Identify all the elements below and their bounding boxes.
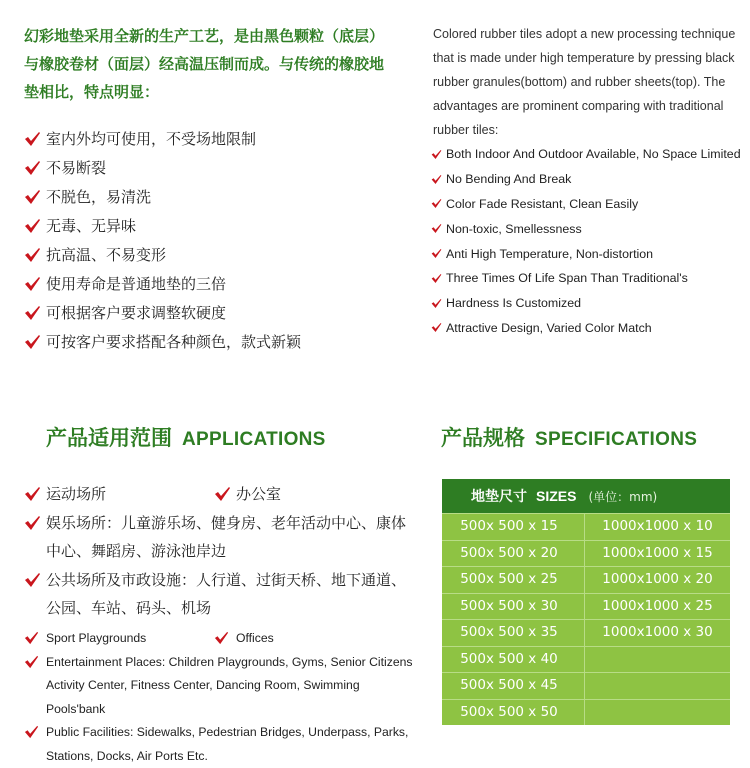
sizes-header-en: SIZES (536, 488, 577, 504)
sizes-table-header (442, 479, 730, 513)
check-icon (431, 198, 446, 209)
table-cell (585, 699, 730, 726)
application-text: 公共场所及市政设施：人行道、过街天桥、地下通道、公园、车站、码头、机场 (46, 570, 407, 617)
feature-text: 可按客户要求搭配各种颜色，款式新颖 (46, 333, 302, 351)
check-icon (24, 247, 46, 263)
table-cell: 500x 500 x 25 (442, 566, 584, 593)
table-cell: 1000x1000 x 30 (585, 619, 730, 646)
applications-heading (46, 422, 326, 452)
check-icon (431, 149, 446, 160)
check-icon (431, 223, 446, 234)
list-item (431, 167, 746, 192)
list-item (431, 316, 746, 341)
list-item (24, 627, 414, 651)
check-icon (24, 305, 46, 321)
sizes-column-500 (442, 513, 584, 725)
check-icon (24, 334, 46, 350)
sizes-table-body (442, 513, 730, 725)
check-icon (24, 189, 46, 205)
feature-text: 使用寿命是普通地垫的三倍 (46, 275, 227, 293)
sizes-unit: (单位：mm) (588, 489, 658, 504)
check-icon (431, 273, 446, 284)
list-item (24, 240, 414, 269)
list-item (24, 124, 414, 153)
table-cell: 1000x1000 x 15 (585, 540, 730, 567)
feature-text: 室内外均可使用，不受场地限制 (46, 130, 257, 148)
list-item (24, 480, 414, 509)
list-item (431, 216, 746, 241)
check-icon (24, 480, 46, 509)
check-icon (24, 509, 46, 566)
list-item (431, 291, 746, 316)
feature-text: Attractive Design, Varied Color Match (446, 320, 652, 335)
list-item (24, 327, 414, 356)
feature-text: Both Indoor And Outdoor Available, No Space Limited (446, 147, 741, 162)
application-text: Sport Playgrounds (46, 631, 147, 645)
application-text: Public Facilities: Sidewalks, Pedestrian Bridges, Underpass, Parks, Stations, Docks, Air Ports Etc. (46, 725, 409, 763)
feature-list-cn (24, 124, 414, 356)
feature-text: Three Times Of Life Span Than Traditional's (446, 271, 688, 286)
table-cell (585, 672, 730, 699)
list-item (431, 142, 746, 167)
check-icon (431, 322, 446, 333)
table-cell: 500x 500 x 45 (442, 672, 584, 699)
list-item (24, 721, 414, 768)
list-item (431, 266, 746, 291)
table-cell: 1000x1000 x 10 (585, 513, 730, 540)
applications-heading-en: APPLICATIONS (182, 429, 326, 450)
feature-text: 抗高温、不易变形 (46, 246, 167, 264)
table-cell: 500x 500 x 50 (442, 699, 584, 726)
check-icon (24, 218, 46, 234)
list-item (24, 651, 414, 722)
check-icon (431, 298, 446, 309)
applications-list-en (24, 627, 414, 768)
list-item (24, 153, 414, 182)
check-icon (24, 627, 46, 651)
feature-text: Non-toxic, Smellessness (446, 221, 582, 236)
sizes-header-cn: 地垫尺寸 (471, 489, 527, 505)
check-icon (214, 480, 236, 509)
intro-text-en: Colored rubber tiles adopt a new processing technique that is made under high temperature by pressing black rubber granules(bottom) and rubber sheets(top). The advantages are prominent comparing with traditional rubber tiles: (433, 27, 736, 137)
list-item (431, 192, 746, 217)
check-icon (431, 174, 446, 185)
feature-text: Hardness Is Customized (446, 296, 581, 311)
table-cell: 1000x1000 x 25 (585, 593, 730, 620)
sizes-column-1000 (584, 513, 730, 725)
application-text: Offices (236, 631, 274, 645)
list-item (431, 241, 746, 266)
list-item (24, 298, 414, 327)
check-icon (24, 566, 46, 623)
check-icon (24, 651, 46, 722)
applications-heading-cn: 产品适用范围 (46, 426, 172, 450)
list-item (24, 211, 414, 240)
check-icon (431, 248, 446, 259)
application-text: Entertainment Places: Children Playgrounds, Gyms, Senior Citizens Activity Center, Fitness Center, Dancing Room, Swimming Pools'bank (46, 654, 413, 716)
check-icon (24, 721, 46, 768)
check-icon (24, 276, 46, 292)
feature-text: 无毒、无异味 (46, 217, 137, 235)
feature-text: Anti High Temperature, Non-distortion (446, 246, 654, 261)
check-icon (24, 131, 46, 147)
table-cell: 500x 500 x 15 (442, 513, 584, 540)
application-text: 办公室 (236, 485, 282, 503)
feature-text: No Bending And Break (446, 172, 572, 187)
applications-list-cn (24, 480, 414, 623)
table-cell: 500x 500 x 30 (442, 593, 584, 620)
application-text: 娱乐场所：儿童游乐场、健身房、老年活动中心、康体中心、舞蹈房、游泳池岸边 (46, 513, 407, 560)
table-cell (585, 646, 730, 673)
specifications-heading-en: SPECIFICATIONS (535, 429, 698, 450)
table-cell: 500x 500 x 20 (442, 540, 584, 567)
check-icon (24, 160, 46, 176)
table-cell: 1000x1000 x 20 (585, 566, 730, 593)
specifications-heading (441, 422, 697, 452)
list-item (24, 269, 414, 298)
feature-list-en (431, 142, 746, 340)
feature-text: Color Fade Resistant, Clean Easily (446, 196, 639, 211)
application-text: 运动场所 (46, 485, 107, 503)
list-item (24, 509, 414, 566)
table-cell: 500x 500 x 40 (442, 646, 584, 673)
specifications-heading-cn: 产品规格 (441, 426, 525, 450)
intro-text-cn: 幻彩地垫采用全新的生产工艺，是由黑色颗粒（底层）与橡胶卷材（面层）经高温压制而成。与传统的橡胶地垫相比，特点明显： (24, 27, 385, 101)
list-item (24, 566, 414, 623)
list-item (24, 182, 414, 211)
feature-text: 不易断裂 (46, 159, 107, 177)
feature-text: 可根据客户要求调整软硬度 (46, 304, 227, 322)
check-icon (214, 627, 236, 651)
sizes-table (442, 479, 730, 725)
feature-text: 不脱色，易清洗 (46, 188, 152, 206)
table-cell: 500x 500 x 35 (442, 619, 584, 646)
